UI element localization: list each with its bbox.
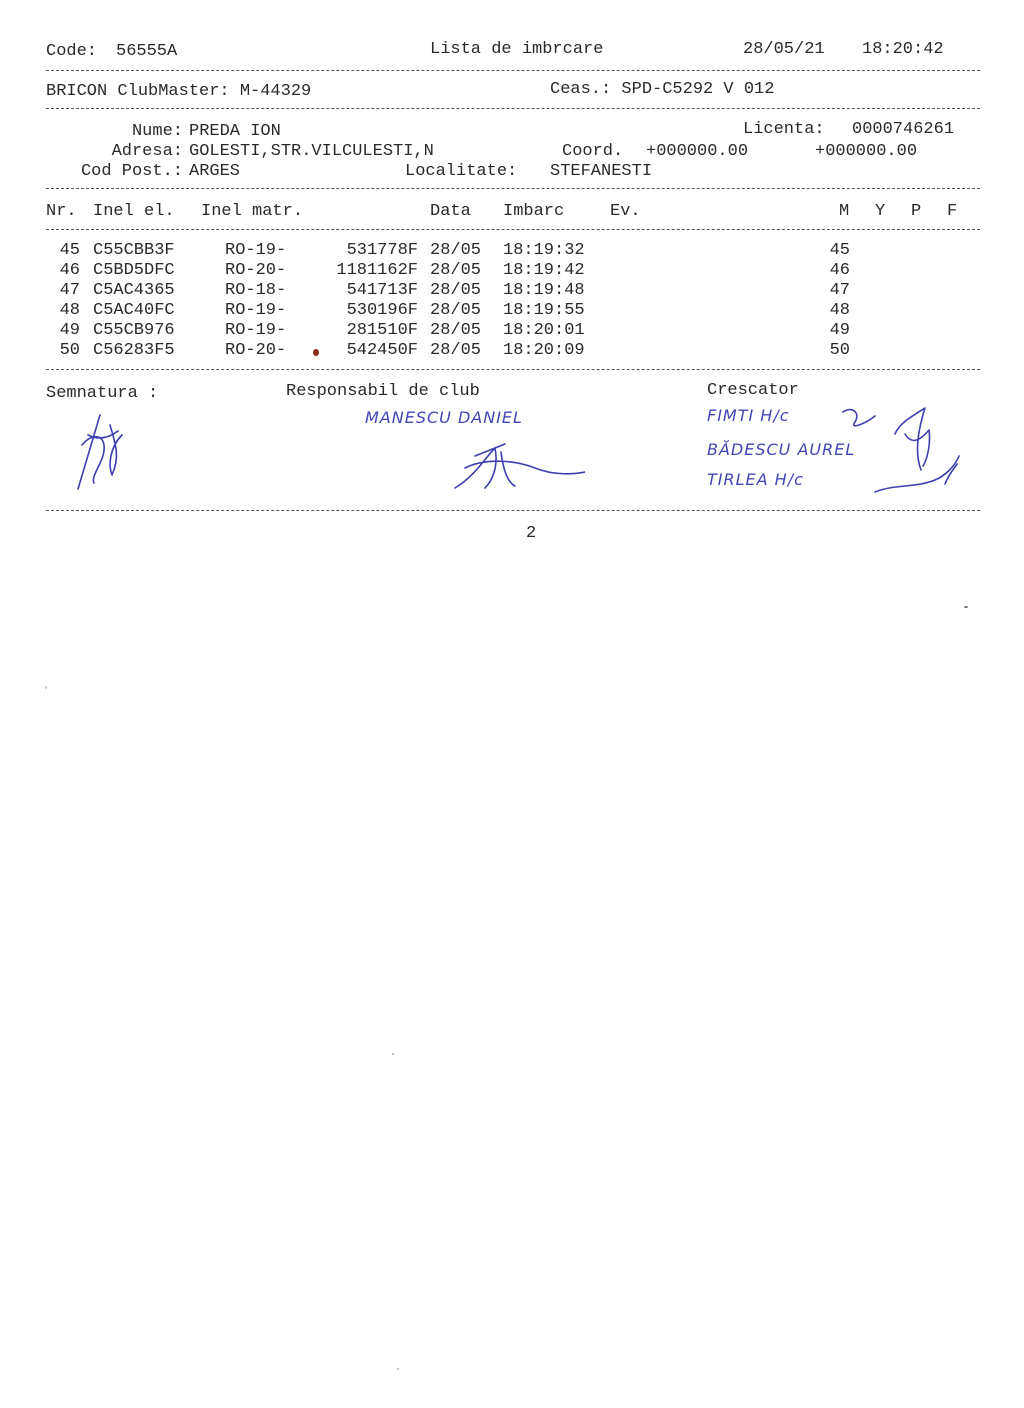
localitate-value: STEFANESTI [550,162,653,181]
row-imbarc: 18:20:01 [503,321,585,340]
crescator-line-3: TIRLEA H/c [707,470,804,489]
row-inel-matr: 542450F [346,341,418,360]
row-inel-matr: 1181162F [336,261,418,280]
row-imbarc: 18:19:55 [503,301,585,320]
row-data: 28/05 [430,241,482,260]
col-data: Data [430,202,471,221]
ink-stain [313,349,319,356]
crescator-label: Crescator [707,381,799,400]
row-inel-matr: 281510F [346,321,418,340]
table-row [0,261,1024,281]
divider [46,70,980,71]
row-m: 49 [829,321,850,340]
col-y: Y [875,202,886,221]
row-inel-el: C55CBB3F [93,241,175,260]
nume-value: PREDA ION [189,122,281,141]
col-m: M [839,202,850,221]
col-imbarc: Imbarc [503,202,565,221]
semnatura-label: Semnatura : [46,384,159,403]
row-nr: 48 [59,301,80,320]
licenta-label: Licenta: [743,120,825,139]
row-imbarc: 18:19:32 [503,241,585,260]
code-label: Code: [46,42,98,61]
row-inel-el: C55CB976 [93,321,175,340]
row-m: 50 [829,341,850,360]
divider [46,108,980,109]
codpost-label: Cod Post.: [80,162,183,181]
table-row [0,281,1024,301]
crescator-line-1: FIMTI H/c [707,406,790,425]
row-m: 46 [829,261,850,280]
row-nr: 46 [59,261,80,280]
coord-label: Coord. [562,142,624,161]
row-inel-el: C5AC40FC [93,301,175,320]
responsabil-scribble [445,438,585,493]
col-p: P [911,202,922,221]
code-value: 56555A [116,42,178,61]
responsabil-label: Responsabil de club [286,382,480,401]
divider [46,369,980,370]
row-series: RO-18- [225,281,287,300]
col-ev: Ev. [610,202,641,221]
handwritten-signature [60,405,150,495]
row-nr: 49 [59,321,80,340]
table-row [0,301,1024,321]
row-inel-el: C56283F5 [93,341,175,360]
nume-label: Nume: [131,122,183,141]
row-inel-matr: 541713F [346,281,418,300]
scan-speck [964,606,968,608]
row-data: 28/05 [430,301,482,320]
adresa-label: Adresa: [111,142,183,161]
row-data: 28/05 [430,261,482,280]
table-row [0,241,1024,261]
row-data: 28/05 [430,281,482,300]
codpost-value: ARGES [189,162,241,181]
divider [46,510,980,511]
row-inel-matr: 531778F [346,241,418,260]
col-nr: Nr. [46,202,77,221]
table-row [0,321,1024,341]
row-imbarc: 18:19:42 [503,261,585,280]
scan-speck [392,1053,394,1055]
coord-lon: +000000.00 [815,142,918,161]
table-row [0,341,1024,361]
crescator-signature [705,404,975,504]
responsabil-name: MANESCU DANIEL [365,408,523,427]
header-time: 18:20:42 [862,40,944,59]
row-nr: 45 [59,241,80,260]
row-imbarc: 18:19:48 [503,281,585,300]
col-f: F [947,202,958,221]
row-m: 45 [829,241,850,260]
crescator-scribble [835,404,965,499]
row-series: RO-20- [225,261,287,280]
row-series: RO-19- [225,301,287,320]
row-series: RO-20- [225,341,287,360]
row-inel-el: C5BD5DFC [93,261,175,280]
divider [46,229,980,230]
clock-id: Ceas.: SPD-C5292 V 012 [550,80,775,99]
localitate-label: Localitate: [405,162,518,181]
scan-speck [397,1368,399,1370]
row-m: 47 [829,281,850,300]
licenta-value: 0000746261 [852,120,955,139]
document-title: Lista de imbrcare [430,40,604,59]
row-m: 48 [829,301,850,320]
col-inel-matr: Inel matr. [201,202,304,221]
crescator-line-2: BĂDESCU AUREL [707,440,856,459]
adresa-value: GOLESTI,STR.VILCULESTI,N [189,142,434,161]
row-inel-matr: 530196F [346,301,418,320]
header-date: 28/05/21 [743,40,825,59]
row-data: 28/05 [430,341,482,360]
row-series: RO-19- [225,321,287,340]
row-nr: 47 [59,281,80,300]
coord-lat: +000000.00 [646,142,749,161]
page-number: 2 [526,524,537,543]
row-nr: 50 [59,341,80,360]
row-data: 28/05 [430,321,482,340]
scan-speck [45,686,47,689]
row-inel-el: C5AC4365 [93,281,175,300]
row-series: RO-19- [225,241,287,260]
divider [46,188,980,189]
col-inel-el: Inel el. [93,202,175,221]
club-master: BRICON ClubMaster: M-44329 [46,82,312,101]
row-imbarc: 18:20:09 [503,341,585,360]
responsabil-signature [365,408,635,493]
